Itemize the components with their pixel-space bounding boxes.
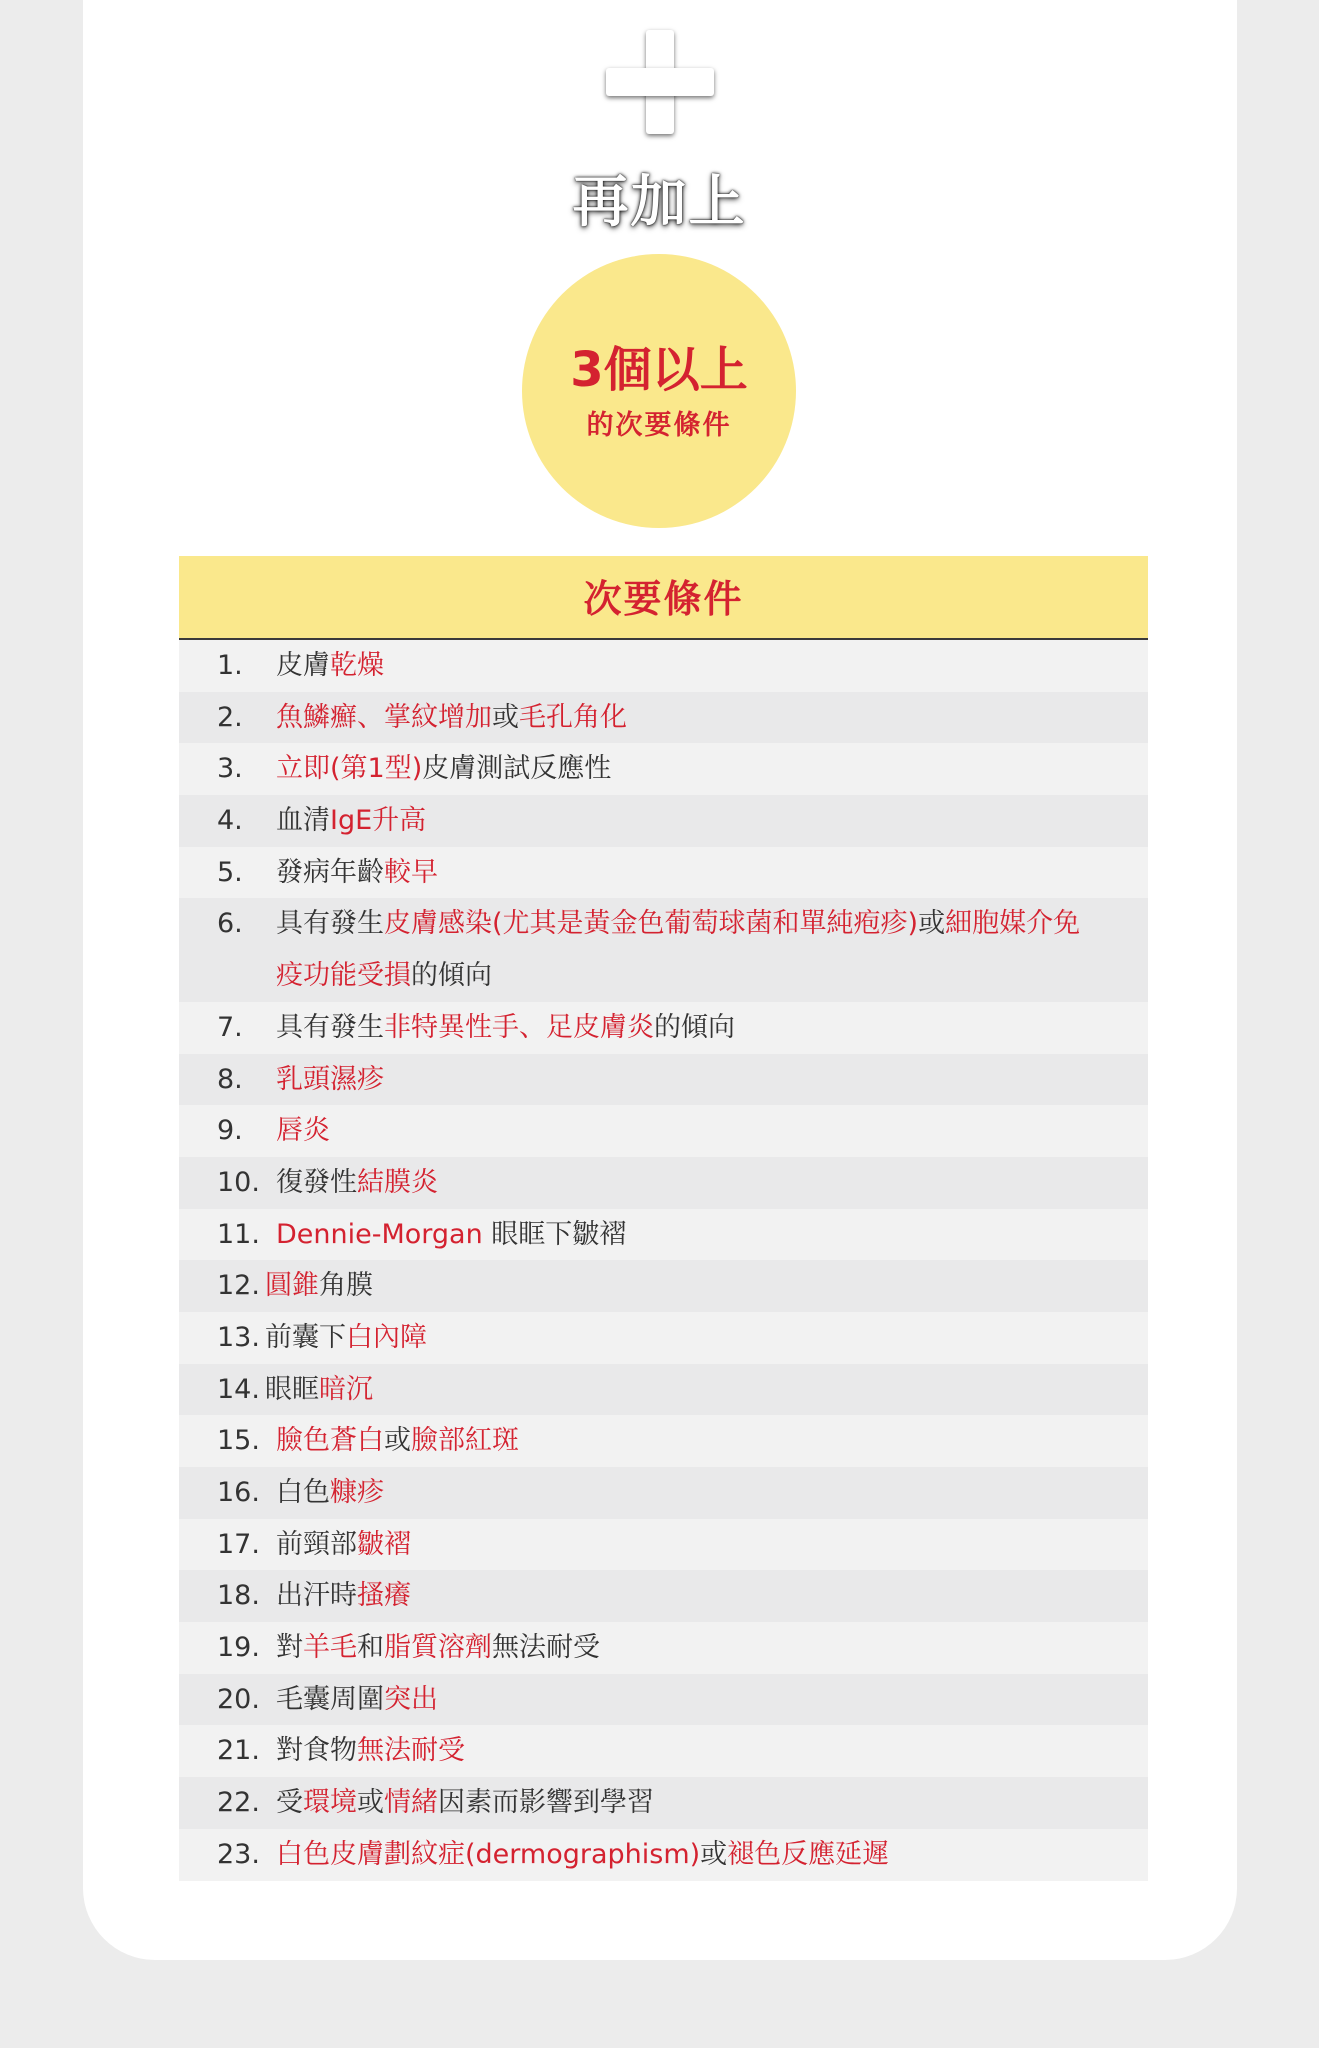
plain-text: 的傾向: [654, 1011, 735, 1043]
plain-text: 角膜: [319, 1270, 373, 1302]
table-body: [179, 640, 1148, 1881]
row-number: 14.: [217, 1373, 260, 1405]
row-text: [276, 1674, 1106, 1726]
plus-label: 再加上: [572, 170, 747, 235]
highlighted-term: 細胞媒介免疫功能受損: [276, 908, 1081, 992]
table-row: [179, 847, 1148, 899]
plain-text: 復發性: [276, 1166, 357, 1198]
criteria-count-badge: [522, 254, 796, 528]
row-text: [276, 1725, 1106, 1777]
row-number: 19.: [217, 1632, 260, 1664]
row-number: 12.: [217, 1270, 260, 1302]
table-row: [179, 743, 1148, 795]
highlighted-term: 圓錐: [265, 1270, 319, 1302]
row-number: 6.: [217, 908, 243, 940]
table-row: [179, 1829, 1148, 1881]
plain-text: 具有發生: [276, 908, 384, 940]
row-number: 16.: [217, 1477, 260, 1509]
highlighted-term: 搔癢: [357, 1580, 411, 1612]
plain-text: 皮膚: [276, 650, 330, 681]
highlighted-term: 白內障: [346, 1321, 427, 1353]
highlighted-term: 褪色反應延遲: [727, 1838, 890, 1870]
plain-text: 血清: [276, 805, 330, 837]
row-number: 9.: [217, 1115, 243, 1147]
row-number: 20.: [217, 1683, 260, 1715]
highlighted-term: 臉部紅斑: [411, 1425, 519, 1457]
badge-sub-text: 的次要條件: [586, 410, 732, 441]
row-text: [276, 1829, 1106, 1881]
plain-text: 因素而影響到學習: [438, 1787, 654, 1819]
highlighted-term: 情緒: [384, 1787, 438, 1819]
plain-text: 對食物: [276, 1735, 357, 1767]
row-number: 13.: [217, 1321, 260, 1353]
row-text: [276, 1467, 1106, 1519]
highlighted-term: 突出: [384, 1683, 438, 1715]
table-row: [179, 898, 1148, 1001]
table-header: 次要條件: [179, 556, 1148, 640]
plain-text: 對: [276, 1632, 303, 1664]
row-number: 7.: [217, 1011, 243, 1043]
row-text: [276, 1570, 1106, 1622]
row-text: [276, 847, 1106, 899]
row-text: [276, 1054, 1106, 1106]
table-row: [179, 1674, 1148, 1726]
table-row: [179, 1260, 1148, 1312]
highlighted-term: 唇炎: [276, 1115, 330, 1147]
plain-text: 或: [918, 908, 946, 940]
plain-text: 前頸部: [276, 1528, 357, 1560]
table-row: [179, 795, 1148, 847]
table-row: [179, 1002, 1148, 1054]
row-text: [276, 743, 1106, 795]
row-text: [276, 1519, 1106, 1571]
plain-text: 出汗時: [276, 1580, 357, 1612]
row-number: 5.: [217, 856, 243, 888]
table-row: [179, 1725, 1148, 1777]
row-text: [276, 1157, 1106, 1209]
row-text: [276, 1415, 1106, 1467]
row-text: [265, 1364, 1095, 1416]
table-row: [179, 1777, 1148, 1829]
plain-text: 發病年齡: [276, 856, 384, 888]
highlighted-term: IgE升高: [330, 805, 427, 837]
highlighted-term: 乾燥: [330, 650, 384, 681]
highlighted-term: 白色皮膚劃紋症(dermographism): [276, 1838, 701, 1870]
row-number: 22.: [217, 1787, 260, 1819]
table-row: [179, 1364, 1148, 1416]
plain-text: 或: [492, 701, 519, 733]
row-text: [276, 692, 1106, 744]
badge-main-text: 3個以上: [570, 342, 748, 398]
row-number: 10.: [217, 1166, 260, 1198]
plain-text: 或: [357, 1787, 384, 1819]
plus-icon: [606, 30, 714, 134]
plain-text: 或: [700, 1838, 728, 1870]
row-number: 1.: [217, 650, 243, 681]
highlighted-term: 非特異性手、足皮膚炎: [384, 1011, 654, 1043]
plain-text: 毛囊周圍: [276, 1683, 384, 1715]
highlighted-term: 羊毛: [303, 1632, 357, 1664]
minor-criteria-table: [179, 556, 1148, 1881]
table-row: [179, 1312, 1148, 1364]
table-row: [179, 1622, 1148, 1674]
row-number: 23.: [217, 1838, 260, 1870]
row-number: 15.: [217, 1425, 260, 1457]
row-text: [265, 1260, 1095, 1312]
table-row: [179, 1467, 1148, 1519]
row-number: 3.: [217, 753, 243, 785]
highlighted-term: 環境: [303, 1787, 357, 1819]
row-number: 4.: [217, 805, 243, 837]
highlighted-term: 無法耐受: [357, 1735, 465, 1767]
table-row: [179, 1157, 1148, 1209]
highlighted-term: 結膜炎: [357, 1166, 438, 1198]
row-number: 8.: [217, 1063, 243, 1095]
highlighted-term: 臉色蒼白: [276, 1425, 384, 1457]
plain-text: 和: [357, 1632, 384, 1664]
highlighted-term: 較早: [384, 856, 438, 888]
highlighted-term: 魚鱗癬、掌紋增加: [276, 701, 492, 733]
plain-text: 皮膚測試反應性: [422, 753, 612, 785]
plain-text: 眼眶: [265, 1373, 319, 1405]
plain-text: 前囊下: [265, 1321, 346, 1353]
row-text: [276, 640, 1106, 692]
plain-text: 的傾向: [411, 960, 492, 992]
highlighted-term: 毛孔角化: [519, 701, 627, 733]
table-row: [179, 1415, 1148, 1467]
table-row: [179, 692, 1148, 744]
row-number: 17.: [217, 1528, 260, 1560]
row-text: [276, 1105, 1106, 1157]
highlighted-term: 皮膚感染(尤其是黃金色葡萄球菌和單純疱疹): [384, 908, 919, 940]
row-text: [276, 795, 1106, 847]
row-text: [276, 1777, 1106, 1829]
highlighted-term: 暗沉: [319, 1373, 373, 1405]
highlighted-term: 乳頭濕疹: [276, 1063, 384, 1095]
highlighted-term: 皺褶: [357, 1528, 411, 1560]
row-text: [276, 898, 1106, 1001]
plain-text: 眼眶下皺褶: [482, 1218, 627, 1250]
plain-text: 受: [276, 1787, 303, 1819]
plain-text: 白色: [276, 1477, 330, 1509]
highlighted-term: Dennie-Morgan: [276, 1218, 483, 1250]
highlighted-term: 糠疹: [330, 1477, 384, 1509]
highlighted-term: 脂質溶劑: [384, 1632, 492, 1664]
plain-text: 具有發生: [276, 1011, 384, 1043]
row-text: [276, 1622, 1106, 1674]
row-number: 2.: [217, 701, 243, 733]
table-row: [179, 1105, 1148, 1157]
table-row: [179, 1209, 1148, 1261]
highlighted-term: 立即(第1型): [276, 753, 423, 785]
table-row: [179, 1570, 1148, 1622]
row-number: 11.: [217, 1218, 260, 1250]
row-number: 21.: [217, 1735, 260, 1767]
row-text: [265, 1312, 1095, 1364]
table-row: [179, 640, 1148, 692]
table-row: [179, 1519, 1148, 1571]
row-number: 18.: [217, 1580, 260, 1612]
plain-text: 無法耐受: [492, 1632, 600, 1664]
plain-text: 或: [384, 1425, 411, 1457]
table-row: [179, 1054, 1148, 1106]
row-text: [276, 1002, 1106, 1054]
row-text: [276, 1209, 1106, 1261]
